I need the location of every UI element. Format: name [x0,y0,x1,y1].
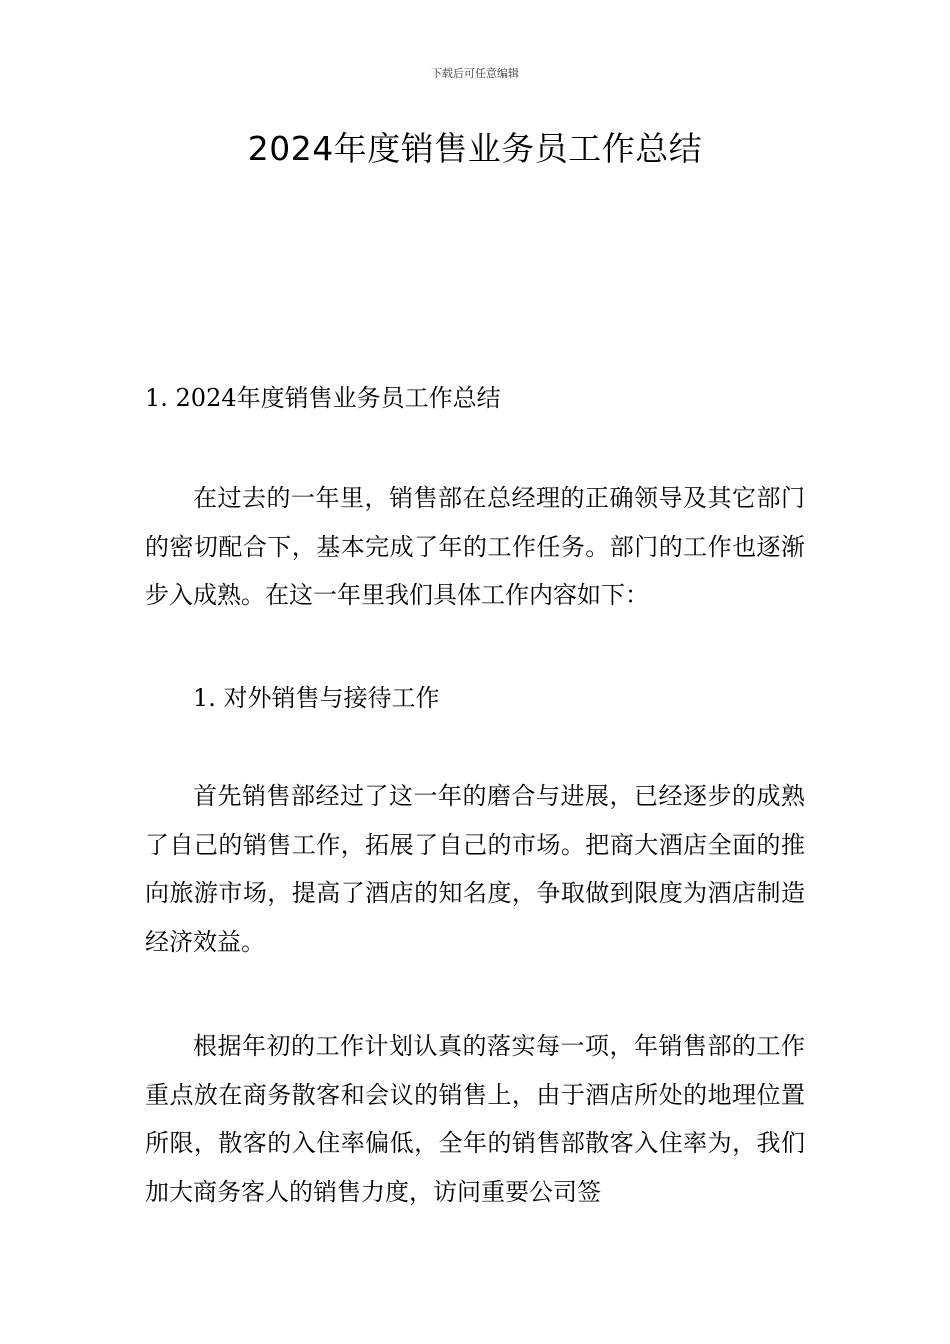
paragraph-work-plan: 根据年初的工作计划认真的落实每一项，年销售部的工作重点放在商务散客和会议的销售上，由于酒店所处的地理位置所限，散客的入住率偏低，全年的销售部散客入住率为，我们加大商务客人的销售力度，访问重要公司签 [145,1032,805,1206]
paragraph-intro: 在过去的一年里，销售部在总经理的正确领导及其它部门的密切配合下，基本完成了年的工作任务。部门的工作也逐渐步入成熟。在这一年里我们具体工作内容如下： [145,484,805,609]
subheading-external-sales: 1. 对外销售与接待工作 [193,684,440,712]
section-heading: 1. 2024年度销售业务员工作总结 [145,384,501,412]
paragraph-sales-progress: 首先销售部经过了这一年的磨合与进展，已经逐步的成熟了自己的销售工作，拓展了自己的市场。把商大酒店全面的推向旅游市场，提高了酒店的知名度，争取做到限度为酒店制造经济效益。 [145,782,805,956]
document-title: 2024年度销售业务员工作总结 [247,129,703,168]
header-note: 下载后可任意编辑 [431,67,519,80]
